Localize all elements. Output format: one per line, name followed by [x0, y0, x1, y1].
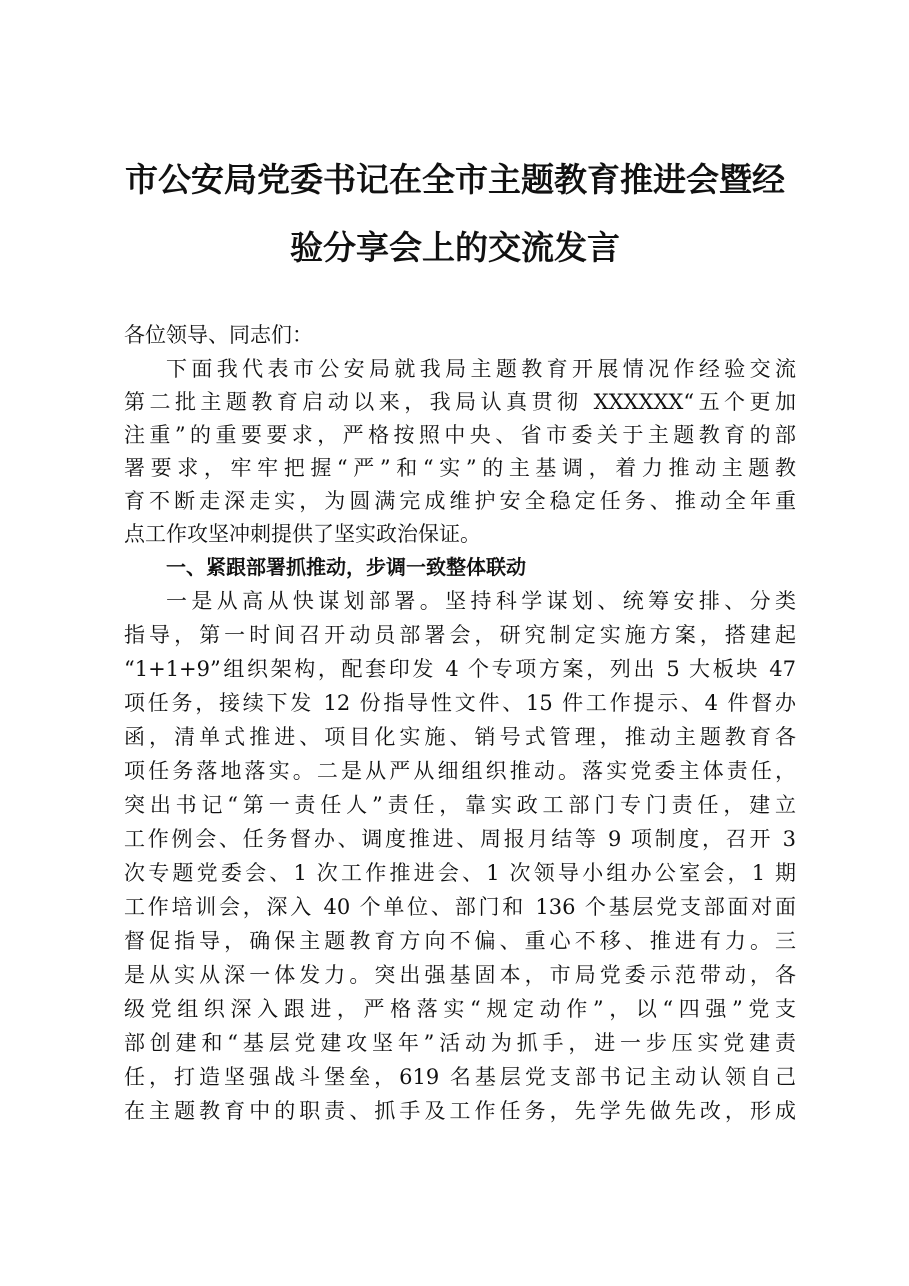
- section-line: 督促指导，确保主题教育方向不偏、重心不移、推进有力。三: [124, 929, 796, 953]
- intro-line: 育不断走深走实，为圆满完成维护安全稳定任务、推动全年重: [124, 489, 796, 513]
- document-title-line-1: 市公安局党委书记在全市主题教育推进会暨经: [125, 160, 785, 199]
- section-line: 项任务落地落实。二是从严从细组织推动。落实党委主体责任，: [124, 759, 796, 783]
- section-line: 任，打造坚强战斗堡垒，619 名基层党支部书记主动认领自己: [124, 1065, 796, 1089]
- intro-line: 署要求，牢牢把握“严”和“实”的主基调，着力推动主题教: [124, 456, 796, 480]
- section-heading: 一、紧跟部署抓推动，步调一致整体联动: [166, 555, 526, 579]
- section-line: 是从实从深一体发力。突出强基固本，市局党委示范带动，各: [124, 963, 796, 987]
- salutation: 各位领导、同志们：: [124, 323, 313, 347]
- section-line: 指导，第一时间召开动员部署会，研究制定实施方案，搭建起: [124, 623, 796, 647]
- section-line: 工作例会、任务督办、调度推进、周报月结等 9 项制度，召开 3: [124, 827, 796, 851]
- intro-line: 点工作攻坚冲刺提供了坚实政治保证。: [124, 522, 481, 546]
- section-line: 级党组织深入跟进，严格落实“规定动作”，以“四强”党支: [124, 997, 796, 1021]
- section-line: 在主题教育中的职责、抓手及工作任务，先学先做先改，形成: [124, 1099, 796, 1123]
- document-title-line-2: 验分享会上的交流发言: [290, 228, 620, 267]
- section-line: 部创建和“基层党建攻坚年”活动为抓手，进一步压实党建责: [124, 1031, 796, 1055]
- section-line: 次专题党委会、1 次工作推进会、1 次领导小组办公室会，1 期: [124, 861, 796, 885]
- intro-line: 注重”的重要要求，严格按照中央、省市委关于主题教育的部: [124, 423, 796, 447]
- section-line: “1+1+9”组织架构，配套印发 4 个专项方案，列出 5 大板块 47: [124, 657, 796, 681]
- section-line: 函，清单式推进、项目化实施、销号式管理，推动主题教育各: [124, 725, 796, 749]
- section-line: 项任务，接续下发 12 份指导性文件、15 件工作提示、4 件督办: [124, 691, 796, 715]
- section-line: 工作培训会，深入 40 个单位、部门和 136 个基层党支部面对面: [124, 895, 796, 919]
- intro-line: 第二批主题教育启动以来，我局认真贯彻 XXXXXX“五个更加: [124, 390, 796, 414]
- intro-line: 下面我代表市公安局就我局主题教育开展情况作经验交流: [166, 357, 796, 381]
- section-line: 突出书记“第一责任人”责任，靠实政工部门专门责任，建立: [124, 793, 796, 817]
- section-line: 一是从高从快谋划部署。坚持科学谋划、统筹安排、分类: [166, 589, 796, 613]
